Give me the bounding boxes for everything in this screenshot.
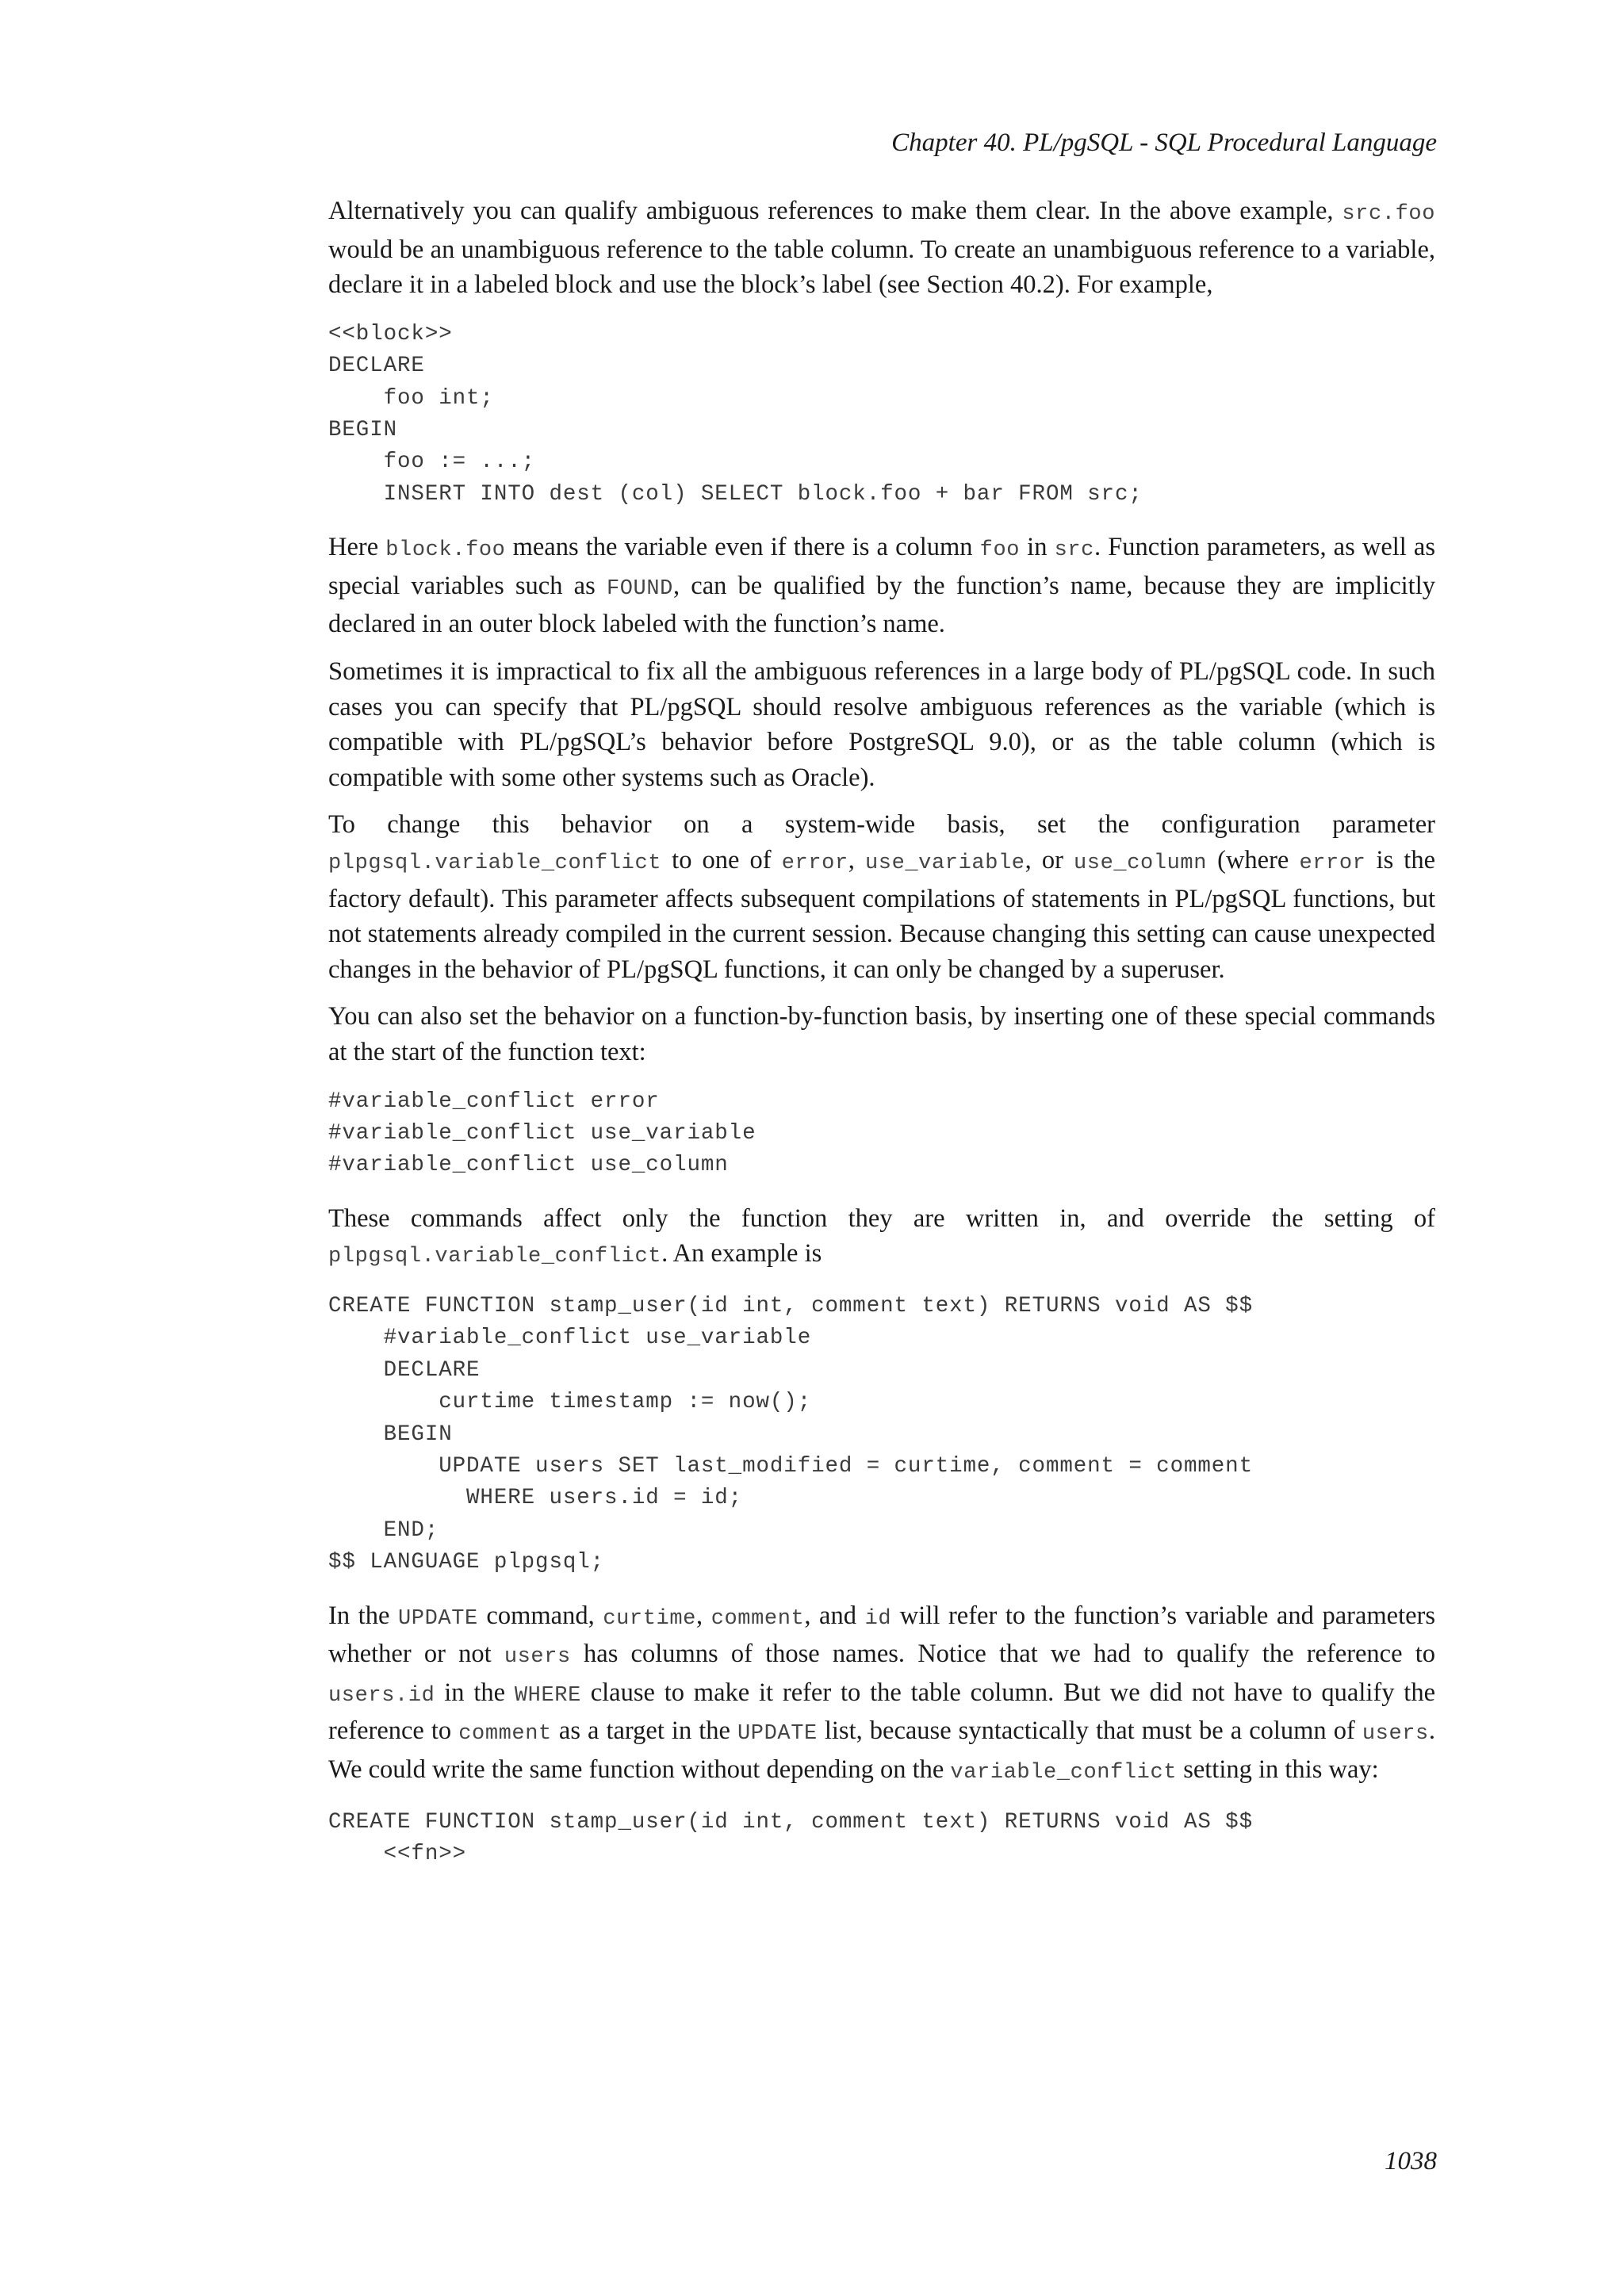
inline-code: use_variable (864, 851, 1025, 875)
code-line: #variable_conflict use_column (328, 1153, 729, 1178)
code-line: <<block>> (328, 321, 453, 346)
inline-code: UPDATE (737, 1722, 818, 1747)
text-run: Sometimes it is impractical to fix all the ambiguous references in a large body of PL/pgSQL code. In such cases you can specify that PL/pgSQL should resolve ambiguous references as the variable (which is compatible with PL/pgSQL’s behavior before PostgreSQL 9.0), or as the table column (which is compatible with some other systems such as Oracle). (328, 657, 1435, 792)
inline-code: FOUND (606, 576, 673, 601)
inline-code: curtime (603, 1606, 696, 1631)
inline-code: plpgsql.variable_conflict (328, 1245, 662, 1269)
code-line: DECLARE (328, 1357, 481, 1383)
code-block (328, 319, 1435, 511)
inline-code: use_column (1074, 851, 1208, 875)
inline-code: plpgsql.variable_conflict (328, 851, 662, 875)
code-line: #variable_conflict use_variable (328, 1326, 812, 1351)
inline-code: error (781, 851, 848, 875)
code-line: <<fn>> (328, 1841, 467, 1866)
code-block (328, 1291, 1435, 1579)
code-block (328, 1807, 1435, 1871)
code-line: BEGIN (328, 1422, 453, 1447)
text-run: . Function parameters, as well as special variables such as (328, 533, 1435, 600)
text-run: , or (1025, 845, 1074, 874)
code-line: BEGIN (328, 418, 398, 442)
inline-code: src (1054, 538, 1094, 563)
code-line: WHERE users.id = id; (328, 1486, 743, 1511)
inline-code: id (864, 1606, 892, 1631)
text-run: as a target in the (551, 1716, 737, 1746)
text-run: is the factory default). This parameter affects subsequent compilations of statements in PL/pgSQL functions, but not statements already compiled in the current session. Because changing this setting can cause unexpected changes in the behavior of PL/pgSQL functions, it can only be changed by a superuser. (328, 845, 1436, 984)
text-run: , can be qualified by the function’s name, because they are implicitly declared in an outer block labeled with the function’s name. (328, 571, 1435, 639)
inline-code: users (504, 1645, 571, 1670)
text-run: . An example is (661, 1239, 822, 1269)
inline-code: UPDATE (398, 1606, 478, 1631)
paragraph (328, 193, 1435, 303)
paragraph (328, 999, 1435, 1070)
text-run: command, (477, 1601, 603, 1630)
inline-code: src.foo (1342, 202, 1435, 226)
code-line: $$ LANGUAGE plpgsql; (328, 1550, 605, 1575)
text-run: will refer to the function’s variable and parameters whether or not (328, 1601, 1436, 1669)
code-line: CREATE FUNCTION stamp_user(id int, comment text) RETURNS void AS $$ (328, 1809, 1253, 1835)
text-run: , (695, 1601, 711, 1630)
text-run: Alternatively you can qualify ambiguous references to make them clear. In the above example, (328, 197, 1342, 225)
text-run: in the (435, 1678, 515, 1707)
code-line: #variable_conflict use_variable (328, 1120, 756, 1146)
text-run: In the (328, 1601, 398, 1630)
inline-code: comment (458, 1722, 552, 1747)
inline-code: foo (979, 538, 1021, 563)
code-line: foo int; (328, 385, 494, 411)
code-line: END; (328, 1517, 439, 1543)
inline-code: comment (710, 1606, 805, 1631)
text-run: To change this behavior on a system-wide basis, set the configuration parameter (328, 810, 1435, 840)
page-content (328, 193, 1435, 1889)
text-run: in (1020, 533, 1055, 562)
text-run: You can also set the behavior on a function-by-function basis, by inserting one of these special commands at the start of the function text: (328, 1002, 1435, 1066)
text-run: has columns of those names. Notice that we had to qualify the reference to (570, 1640, 1435, 1669)
inline-code: variable_conflict (950, 1760, 1178, 1785)
code-line: DECLARE (328, 354, 425, 379)
paragraph (328, 1598, 1435, 1791)
paragraph (328, 530, 1435, 642)
inline-code: block.foo (385, 538, 506, 563)
text-run: , and (804, 1601, 865, 1630)
code-block (328, 1086, 1435, 1182)
text-run: to one of (661, 845, 782, 874)
text-run: . We could write the same function without depending on the (328, 1716, 1435, 1784)
inline-code: users (1362, 1722, 1429, 1747)
text-run: clause to make it refer to the table column. But we did not have to qualify the reference to (328, 1678, 1436, 1746)
text-run: means the variable even if there is a column (505, 533, 980, 562)
inline-code: error (1299, 851, 1366, 875)
text-run: Here (328, 533, 386, 562)
paragraph (328, 1201, 1435, 1275)
page-number: 1038 (1385, 2147, 1437, 2175)
code-line: UPDATE users SET last_modified = curtime, comment = comment (328, 1453, 1253, 1479)
text-run: (where (1207, 845, 1300, 874)
inline-code: users.id (328, 1683, 435, 1708)
text-run: would be an unambiguous reference to the table column. To create an unambiguous reference to a variable, declare it in a labeled block and use the block’s label (see Section 40.2). For example, (328, 235, 1435, 300)
paragraph (328, 807, 1435, 987)
text-run: list, because syntactically that must be a column of (817, 1716, 1362, 1746)
code-line: curtime timestamp := now(); (328, 1390, 812, 1415)
text-run: , (848, 845, 865, 874)
code-line: CREATE FUNCTION stamp_user(id int, comment text) RETURNS void AS $$ (328, 1293, 1253, 1318)
text-run: These commands affect only the function they are written in, and override the setting of (328, 1203, 1435, 1233)
code-line: foo := ...; (328, 450, 536, 475)
code-line: INSERT INTO dest (col) SELECT block.foo + bar FROM src; (328, 481, 1143, 507)
paragraph (328, 654, 1435, 795)
code-line: #variable_conflict error (328, 1089, 660, 1114)
text-run: setting in this way: (1177, 1755, 1379, 1784)
running-header: Chapter 40. PL/pgSQL - SQL Procedural Language (891, 128, 1437, 157)
inline-code: WHERE (514, 1683, 581, 1708)
